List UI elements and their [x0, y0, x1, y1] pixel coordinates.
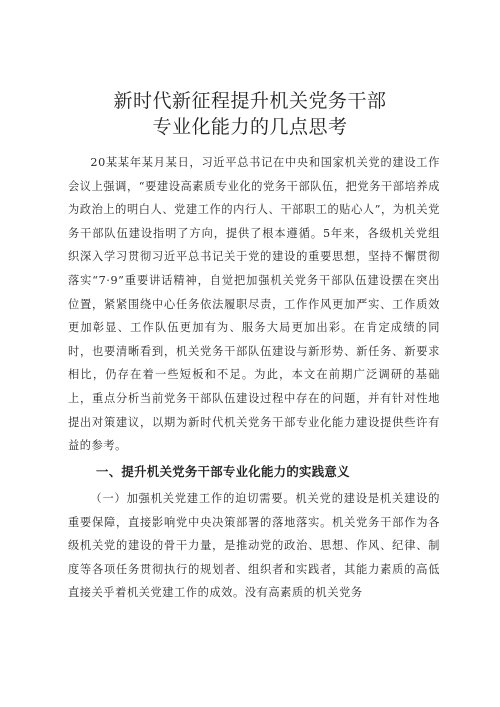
section-1-body — [68, 487, 440, 605]
intro-section — [68, 151, 440, 458]
document-title-line1: 新时代新征程提升机关党务干部 — [113, 90, 387, 112]
document-title-line2: 专业化能力的几点思考 — [152, 116, 348, 138]
intro-paragraph: 20某某年某月某日，习近平总书记在中央和国家机关党的建设工作会议上强调，“要建设高素质专业化的党务干部队伍，把党务干部培养成为政治上的明白人、党建工作的内行人、干部职工的贴心人”，为机关党务干部队伍建设指明了方向，提供了根本遵循。5年来，各级机关党组织深入学习贯彻习近平总书记关于党的建设的重要思想，坚持不懈贯彻落实“7·9”重要讲话精神，自觉把加强机关党务干部队伍建设摆在突出位置，紧紧围绕中心任务依法履职尽责，工作作风更加严实、工作质效更加彰显、工作队伍更加有为、服务大局更加出彩。在肯定成绩的同时，也要清晰看到，机关党务干部队伍建设与新形势、新任务、新要求相比，仍存在着一些短板和不足。为此，本文在前期广泛调研的基础上，重点分析当前党务干部队伍建设过程中存在的问题，并有针对性地提出对策建议，以期为新时代机关党务干部专业化能力建设提供些许有益的参考。 — [68, 156, 440, 453]
section-heading-1: 一、提升机关党务干部专业化能力的实践意义 — [96, 464, 350, 479]
section-1-paragraph: （一）加强机关党建工作的迫切需要。机关党的建设是机关建设的重要保障，直接影响党中央决策部署的落地落实。机关党务干部作为各级机关党的建设的骨干力量，是推动党的政治、思想、作风、纪律、制度等各项任务贯彻执行的规划者、组织者和实践者，其能力素质的高低直接关乎着机关党建工作的成效。没有高素质的机关党务 — [68, 492, 440, 600]
